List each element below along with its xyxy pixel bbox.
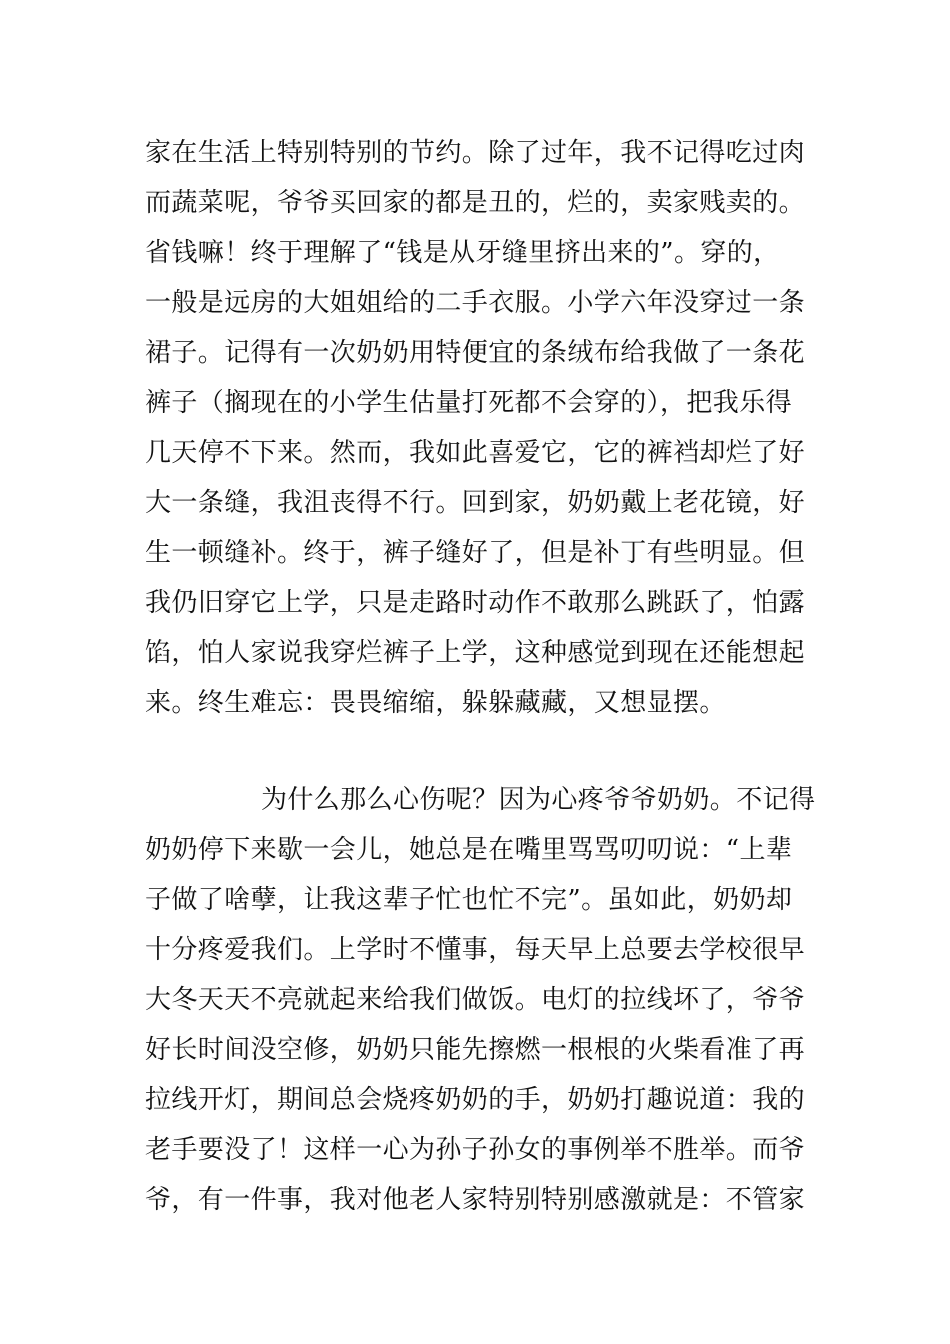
paragraph-line: 我仍旧穿它上学，只是走路时动作不敢那么跳跃了，怕露 bbox=[145, 588, 806, 618]
paragraph-2 bbox=[145, 775, 816, 1225]
paragraph-line: 大一条缝，我沮丧得不行。回到家，奶奶戴上老花镜，好 bbox=[145, 488, 806, 518]
paragraph-line: 生一顿缝补。终于，裤子缝好了，但是补丁有些明显。但 bbox=[145, 538, 806, 568]
paragraph-line: 奶奶停下来歇一会儿，她总是在嘴里骂骂叨叨说：“上辈 bbox=[145, 835, 793, 865]
paragraph-line: 来。终生难忘：畏畏缩缩，躲躲藏藏，又想显摆。 bbox=[145, 688, 726, 718]
paragraph-line: 而蔬菜呢，爷爷买回家的都是丑的，烂的，卖家贱卖的。 bbox=[145, 188, 806, 218]
paragraph-line: 爷，有一件事，我对他老人家特别特别感激就是：不管家 bbox=[145, 1185, 806, 1215]
paragraph-line: 拉线开灯，期间总会烧疼奶奶的手，奶奶打趣说道：我的 bbox=[145, 1085, 806, 1115]
paragraph-1 bbox=[145, 128, 810, 728]
paragraph-line: 家在生活上特别特别的节约。除了过年，我不记得吃过肉 bbox=[145, 138, 806, 168]
paragraph-line: 馅，怕人家说我穿烂裤子上学，这种感觉到现在还能想起 bbox=[145, 638, 806, 668]
paragraph-line: 省钱嘛！终于理解了“钱是从牙缝里挤出来的”。穿的， bbox=[145, 238, 780, 268]
paragraph-line: 一般是远房的大姐姐给的二手衣服。小学六年没穿过一条 bbox=[145, 288, 806, 318]
paragraph-line: 子做了啥孽，让我这辈子忙也忙不完”。虽如此，奶奶却 bbox=[145, 885, 793, 915]
paragraph-line: 裙子。记得有一次奶奶用特便宜的条绒布给我做了一条花 bbox=[145, 338, 806, 368]
paragraph-line: 裤子（搁现在的小学生估量打死都不会穿的），把我乐得 bbox=[145, 388, 793, 418]
paragraph-line: 好长时间没空修，奶奶只能先擦燃一根根的火柴看准了再 bbox=[145, 1035, 806, 1065]
paragraph-line: 老手要没了！这样一心为孙子孙女的事例举不胜举。而爷 bbox=[145, 1135, 806, 1165]
paragraph-line: 几天停不下来。然而，我如此喜爱它，它的裤裆却烂了好 bbox=[145, 438, 806, 468]
paragraph-line: 十分疼爱我们。上学时不懂事，每天早上总要去学校很早 bbox=[145, 935, 806, 965]
paragraph-line-indented: 为什么那么心伤呢？因为心疼爷爷奶奶。不记得 bbox=[261, 785, 816, 815]
paragraph-line: 大冬天天不亮就起来给我们做饭。电灯的拉线坏了，爷爷 bbox=[145, 985, 806, 1015]
